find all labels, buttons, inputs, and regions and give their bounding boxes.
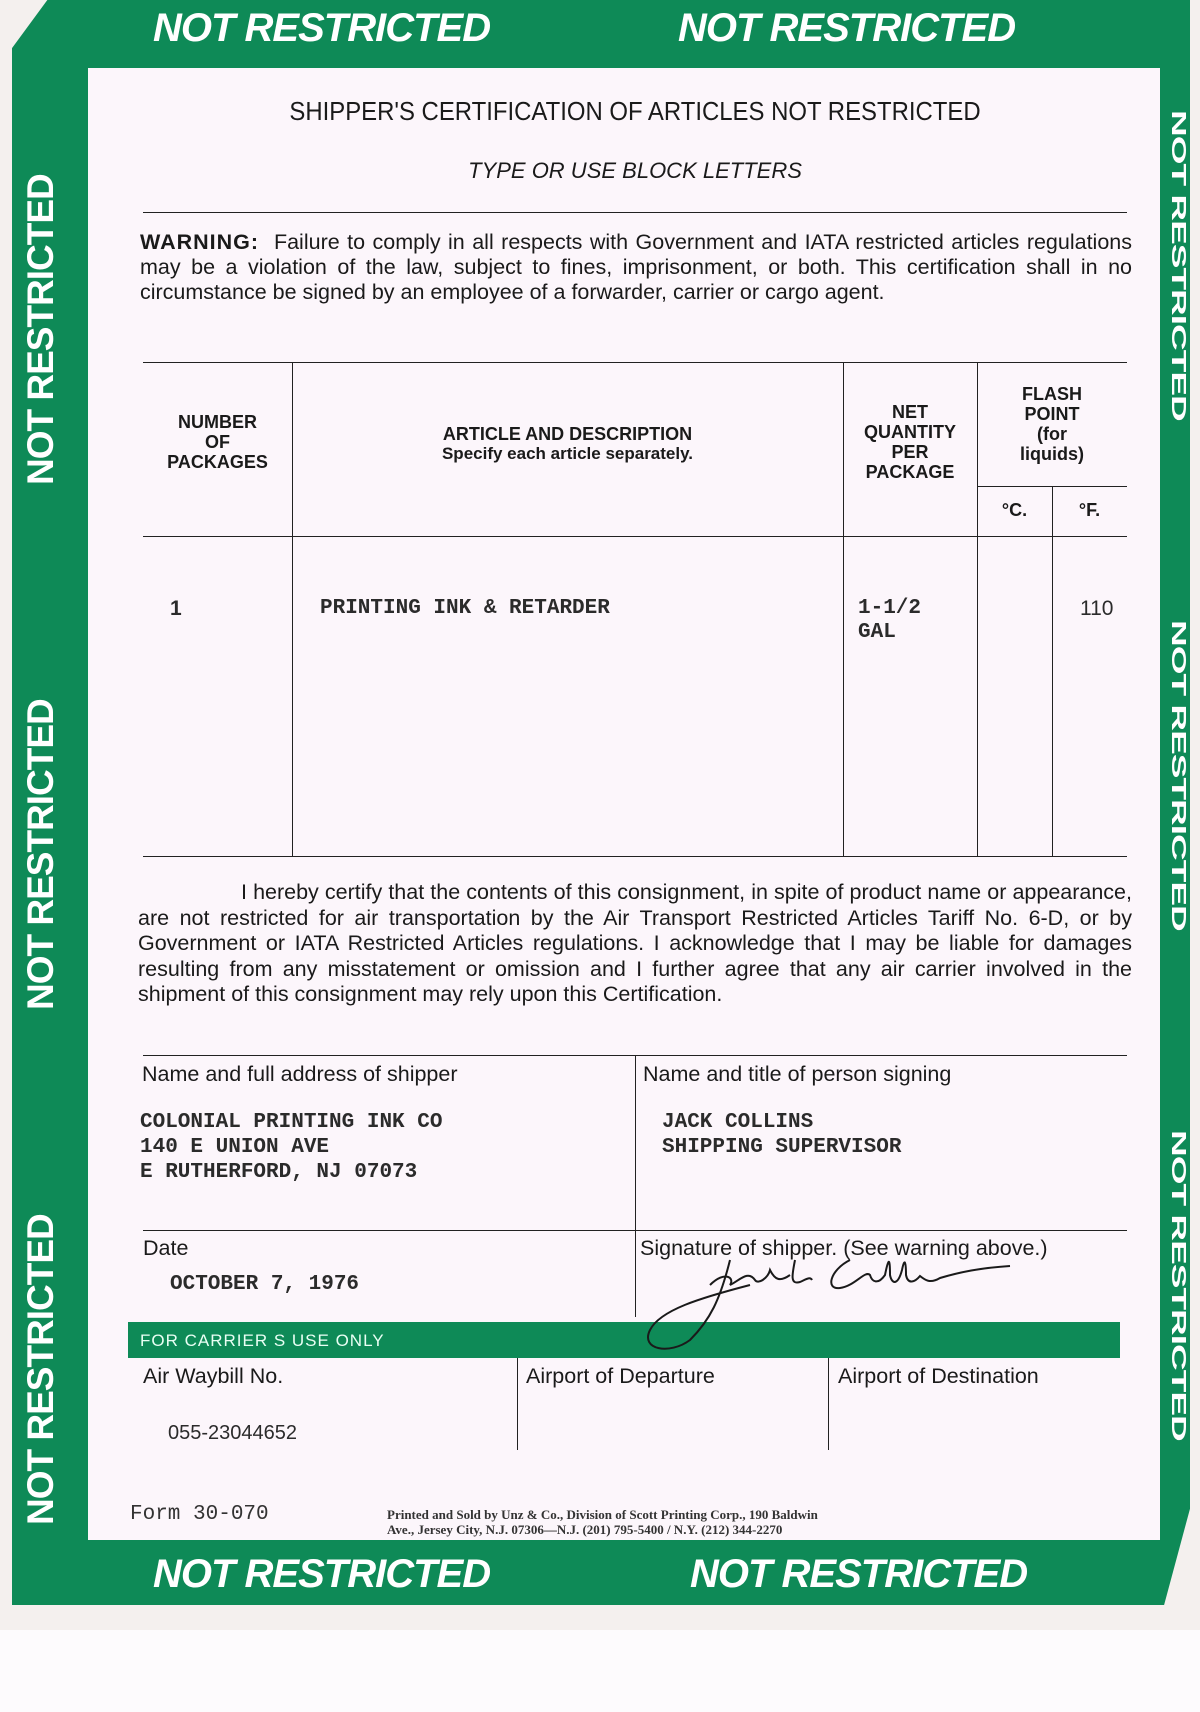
signer-label: Name and title of person signing [643, 1062, 952, 1086]
header-text: (for [1037, 424, 1067, 444]
date-label: Date [143, 1236, 189, 1260]
band-top-text-1: NOT RESTRICTED [153, 6, 491, 50]
shipper-street: 140 E UNION AVE [140, 1136, 330, 1159]
band-right-text-2: NOT RESTRICTED [1167, 620, 1190, 931]
band-left-text-3: NOT RESTRICTED [20, 1214, 61, 1526]
carrier-band-label: FOR CARRIER S USE ONLY [140, 1331, 385, 1350]
header-fahrenheit: °F. [1078, 500, 1101, 520]
printer-line-1: Printed and Sold by Unz & Co., Division of Scott Printing Corp., 190 Baldwin [387, 1507, 818, 1522]
signature-label: Signature of shipper. (See warning above.) [640, 1236, 1048, 1260]
warning-text: Failure to comply in all respects with Government and IATA restricted articles regulations may be a violation of the law, subject to fines, imprisonment, or both. This certification shall in no circumstance be signed by an employee of a forwarder, carrier or cargo agent. [140, 230, 1132, 304]
header-text: PACKAGES [167, 452, 268, 472]
table-header-line [143, 536, 1127, 537]
header-text: NUMBER [178, 412, 257, 432]
cell-quantity-unit: GAL [858, 621, 896, 644]
band-left-text-1: NOT RESTRICTED [20, 174, 61, 486]
header-celsius: °C. [1001, 500, 1028, 520]
band-bottom-text-1: NOT RESTRICTED [153, 1552, 491, 1596]
form-number: Form 30-070 [130, 1503, 269, 1526]
table-top-line [143, 362, 1127, 363]
form-subtitle: TYPE OR USE BLOCK LETTERS [468, 158, 802, 183]
header-subtext: Specify each article separately. [441, 444, 694, 463]
band-right-text-1: NOT RESTRICTED [1167, 110, 1190, 421]
band-top-text-2: NOT RESTRICTED [678, 6, 1016, 50]
header-text: FLASH [1022, 384, 1082, 404]
handwritten-signature [640, 1240, 1080, 1355]
header-text: ARTICLE AND DESCRIPTION [442, 424, 693, 444]
band-left-text-2: NOT RESTRICTED [20, 699, 61, 1011]
printer-info [387, 1507, 997, 1537]
shipper-name: COLONIAL PRINTING INK CO [140, 1111, 443, 1134]
divider [828, 1358, 829, 1450]
header-text: PER [891, 442, 929, 462]
certification-text: I hereby certify that the contents of this consignment, in spite of product name or appearance, are not restricted for air transportation by the Air Transport Restricted Articles Tariff No. 6-D, or by Government or IATA Restricted Articles regulations. I acknowledge that I may be liable for damages resulting from any misstatement or omission and I further agree that any air carrier involved in the shipment of this consignment may rely upon this Certification. [138, 880, 1132, 1006]
table-bottom-line [143, 856, 1127, 857]
form-title: SHIPPER'S CERTIFICATION OF ARTICLES NOT RESTRICTED [289, 96, 981, 126]
header-text: QUANTITY [864, 422, 956, 442]
signer-name: JACK COLLINS [662, 1111, 814, 1134]
waybill-label: Air Waybill No. [143, 1364, 284, 1388]
cell-packages: 1 [170, 597, 182, 620]
header-quantity [843, 402, 977, 482]
divider [143, 1230, 1127, 1231]
band-bottom-text-2: NOT RESTRICTED [690, 1552, 1028, 1596]
header-text: NET [892, 402, 928, 422]
header-packages [143, 412, 292, 472]
header-text: OF [205, 432, 230, 452]
cell-quantity-value: 1-1/2 [858, 597, 922, 620]
divider [517, 1358, 518, 1450]
departure-label: Airport of Departure [526, 1364, 715, 1388]
date-value: OCTOBER 7, 1976 [170, 1273, 360, 1296]
cell-article: PRINTING INK & RETARDER [320, 597, 610, 620]
header-flash-point [977, 384, 1127, 464]
warning-paragraph [140, 230, 1132, 305]
col-divider [1052, 486, 1053, 856]
divider [143, 212, 1127, 213]
header-article [292, 424, 843, 464]
header-text: liquids) [1020, 444, 1084, 464]
cell-fahrenheit: 110 [1080, 597, 1114, 620]
printer-line-2: Ave., Jersey City, N.J. 07306—N.J. (201) 795-5400 / N.Y. (212) 344-2270 [387, 1522, 783, 1537]
waybill-value: 055-23044652 [168, 1422, 298, 1444]
header-text: PACKAGE [865, 462, 955, 482]
shipper-city: E RUTHERFORD, NJ 07073 [140, 1161, 418, 1184]
divider [635, 1055, 636, 1317]
certification-paragraph [138, 880, 1132, 1008]
destination-label: Airport of Destination [838, 1364, 1039, 1388]
warning-label: WARNING: [140, 230, 260, 254]
header-text: POINT [1024, 404, 1080, 424]
shipper-label: Name and full address of shipper [142, 1062, 458, 1086]
signer-title: SHIPPING SUPERVISOR [662, 1136, 902, 1159]
band-right-text-3: NOT RESTRICTED [1167, 1130, 1190, 1441]
